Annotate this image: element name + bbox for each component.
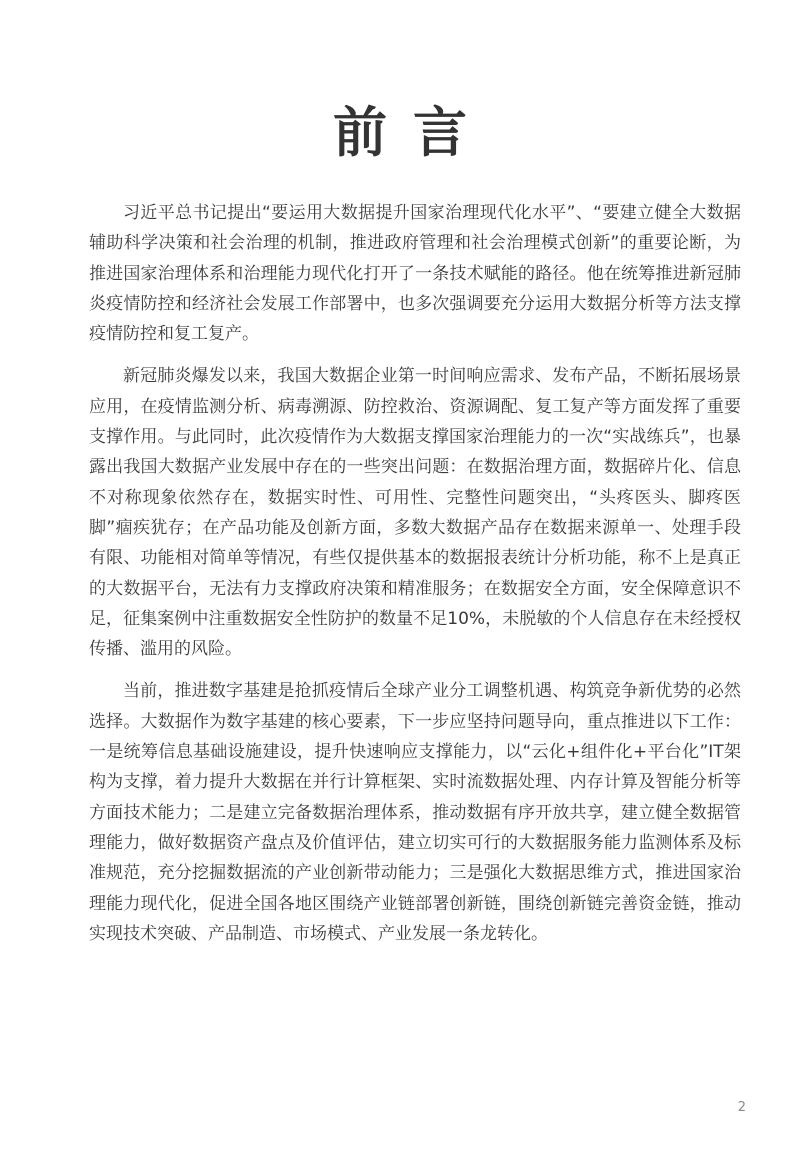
paragraph-1: 习近平总书记提出“要运用大数据提升国家治理现代化水平”、“要建立健全大数据辅助科学决策和社会治理的机制，推进政府管理和社会治理模式创新”的重要论断，为推进国家治理体系和治理能力现代化打开了一条技术赋能的路径。他在统筹推进新冠肺炎疫情防控和经济社会发展工作部署中，也多次强调要充分运用大数据分析等方法支撑疫情防控和复工复产。 — [89, 203, 741, 345]
page-number: 2 — [737, 1100, 746, 1115]
paragraph-2: 新冠肺炎爆发以来，我国大数据企业第一时间响应需求、发布产品，不断拓展场景应用，在疫情监测分析、病毒溯源、防控救治、资源调配、复工复产等方面发挥了重要支撑作用。与此同时，此次疫情作为大数据支撑国家治理能力的一次“实战练兵”，也暴露出我国大数据产业发展中存在的一些突出问题：在数据治理方面，数据碎片化、信息不对称现象依然存在，数据实时性、可用性、完整性问题突出，“头疼医头、脚疼医脚”痼疾犹存；在产品功能及创新方面，多数大数据产品存在数据来源单一、处理手段有限、功能相对简单等情况，有些仅提供基本的数据报表统计分析功能，称不上是真正的大数据平台，无法有力支撑政府决策和精准服务；在数据安全方面，安全保障意识不足，征集案例中注重数据安全性防护的数量不足10%，未脱敏的个人信息存在未经授权传播、滥用的风险。 — [89, 366, 741, 660]
paragraph-3: 当前，推进数字基建是抢抓疫情后全球产业分工调整机遇、构筑竞争新优势的必然选择。大数据作为数字基建的核心要素，下一步应坚持问题导向，重点推进以下工作：一是统筹信息基础设施建设，提升快速响应支撑能力，以“云化+组件化+平台化”IT架构为支撑，着力提升大数据在并行计算框架、实时流数据处理、内存计算及智能分析等方面技术能力；二是建立完备数据治理体系，推动数据有序开放共享，建立健全数据管理能力，做好数据资产盘点及价值评估，建立切实可行的大数据服务能力监测体系及标准规范，充分挖掘数据流的产业创新带动能力；三是强化大数据思维方式，推进国家治理能力现代化，促进全国各地区围绕产业链部署创新链，围绕创新链完善资金链，推动实现技术突破、产品制造、市场模式、产业发展一条龙转化。 — [89, 681, 741, 944]
body-text — [89, 198, 741, 961]
page-title: 前言 — [333, 101, 493, 164]
